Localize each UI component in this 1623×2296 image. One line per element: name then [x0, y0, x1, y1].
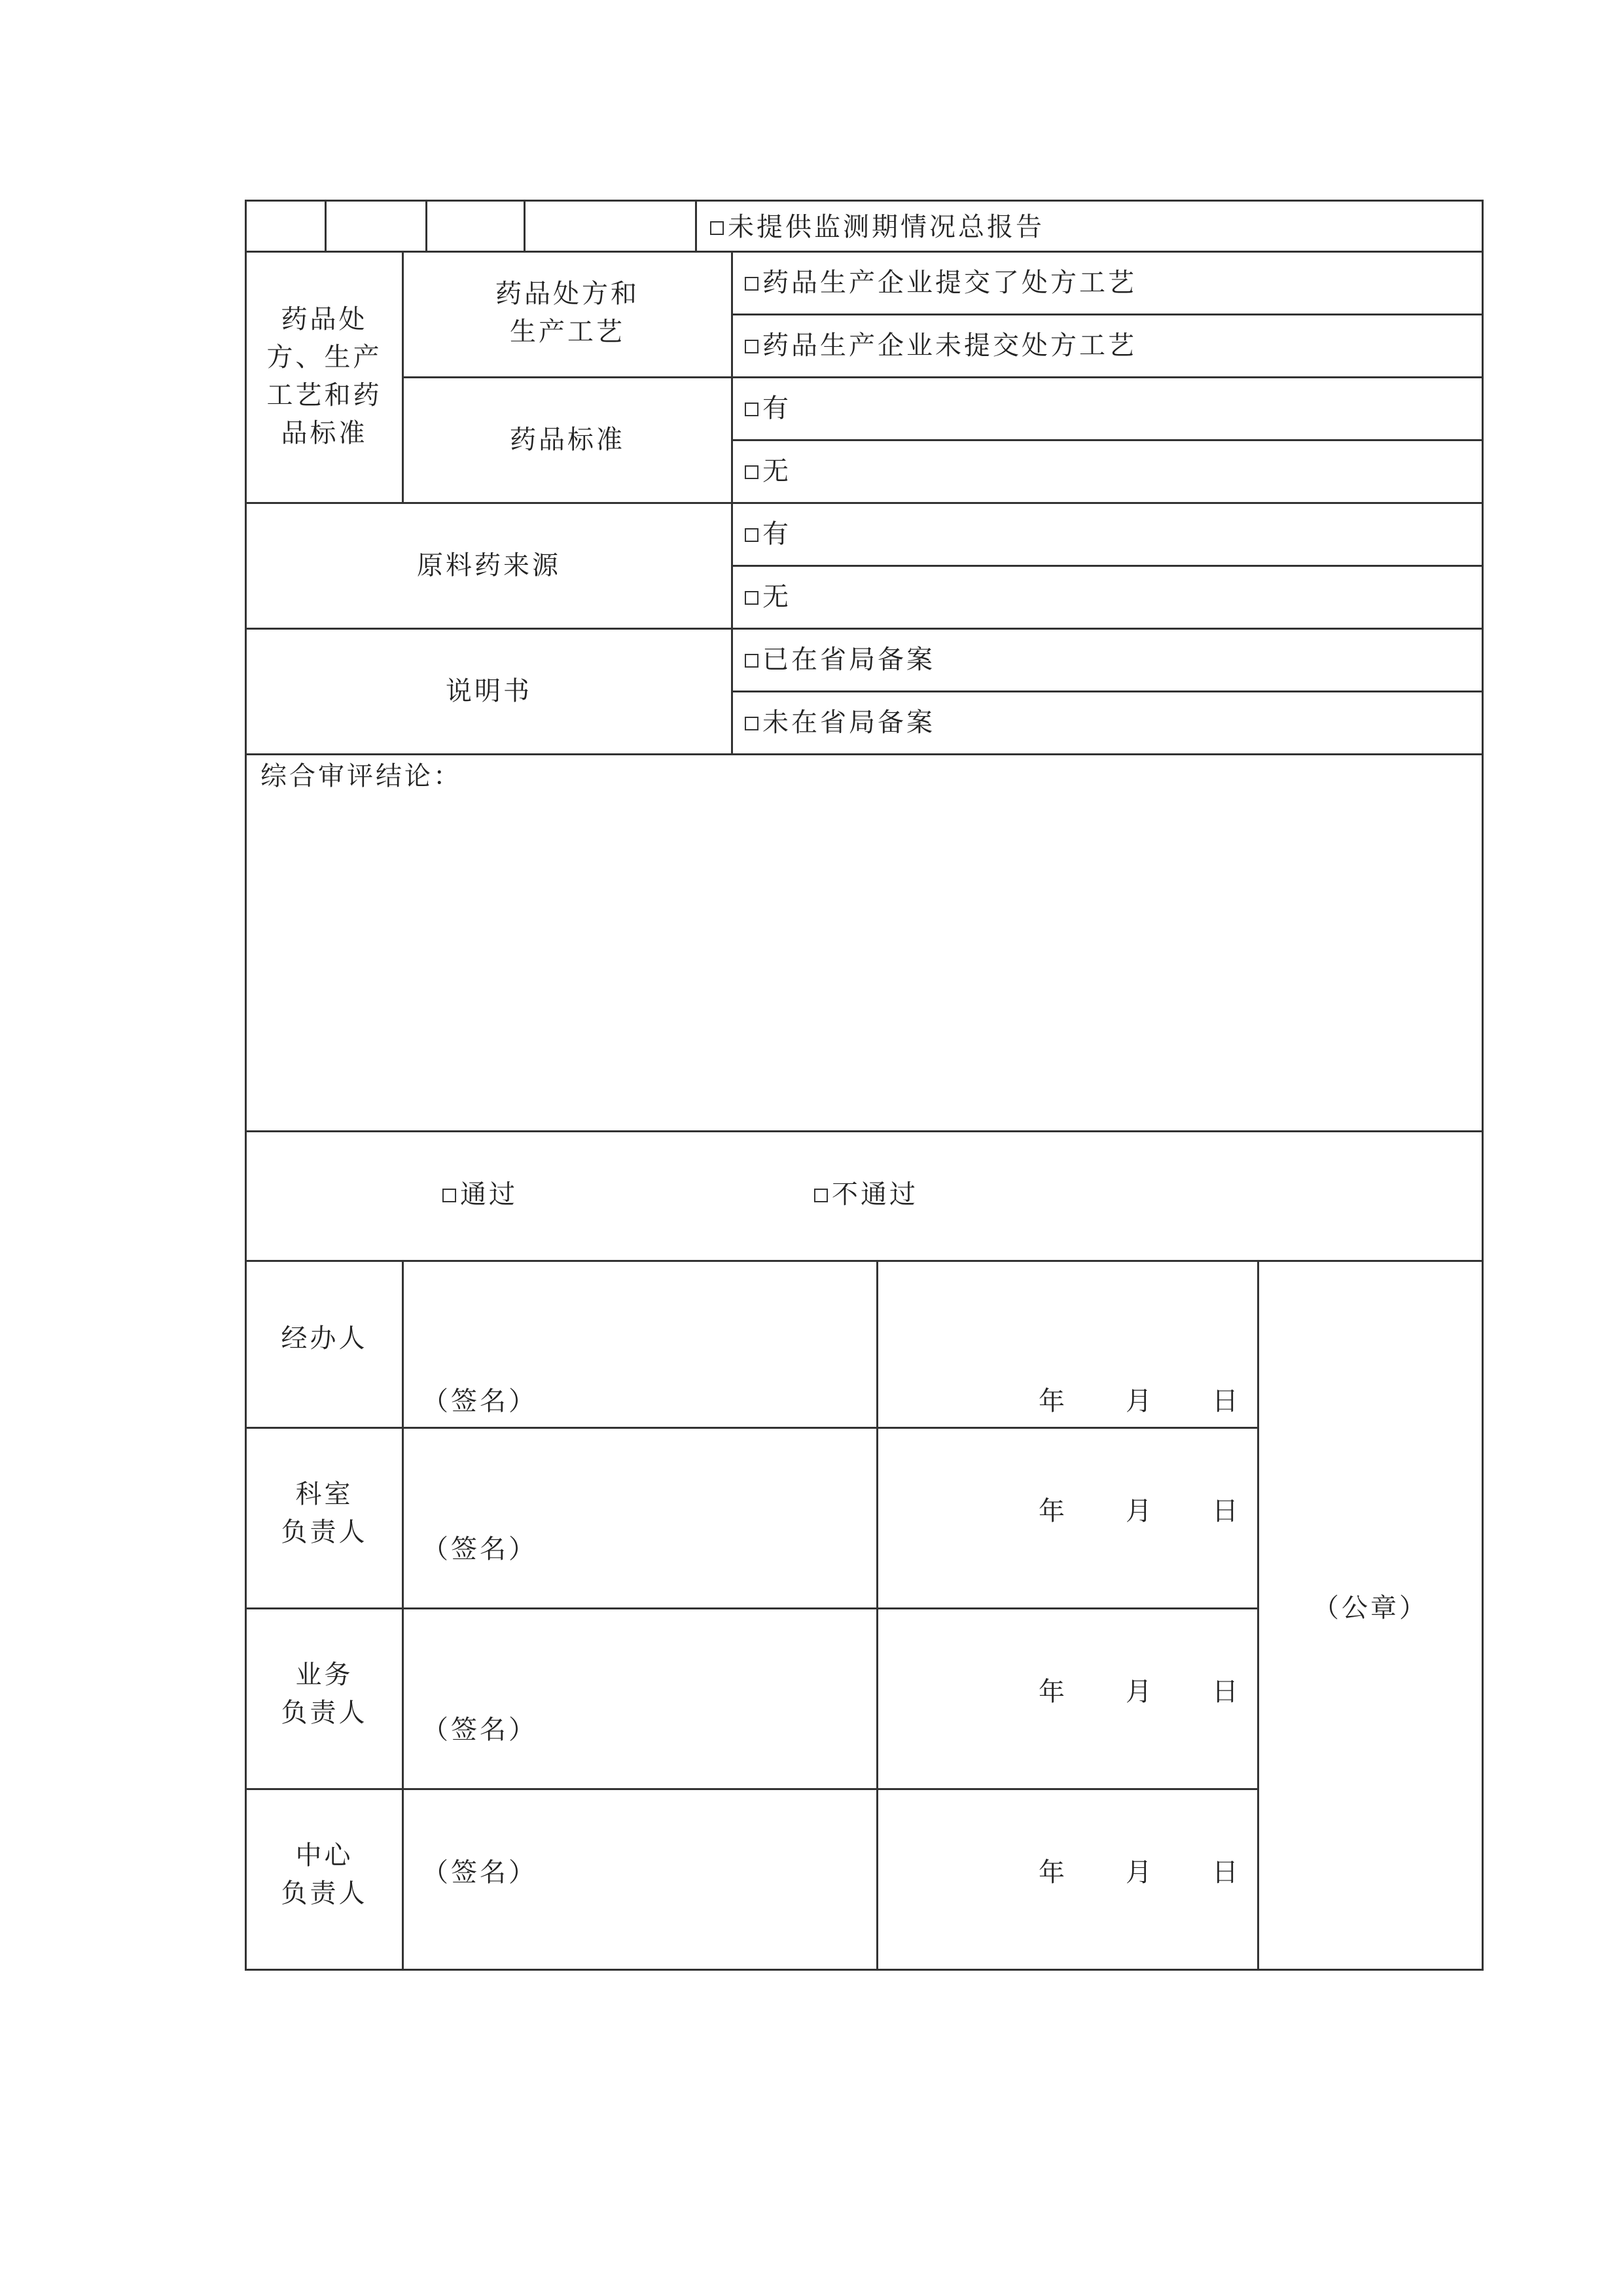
- checkbox-box[interactable]: [745, 528, 758, 542]
- checkbox-box[interactable]: [745, 465, 758, 479]
- instructions-label: 说明书: [446, 676, 532, 706]
- checkbox-box[interactable]: [745, 277, 758, 291]
- role-label: [247, 1475, 402, 1551]
- role-label: [247, 1656, 402, 1732]
- signature-placeholder[interactable]: （签名）: [422, 1534, 537, 1564]
- option-label: 未在省局备案: [762, 708, 935, 738]
- checkbox-process-submitted[interactable]: [745, 264, 1137, 302]
- checkbox-box[interactable]: [745, 654, 758, 668]
- table-line: [245, 200, 1484, 202]
- label-line: 品标准: [281, 418, 368, 448]
- option-label: 已在省局备案: [762, 645, 935, 675]
- checkbox-box[interactable]: [814, 1189, 828, 1202]
- recipe-group-label: [247, 300, 402, 452]
- date-year: 年: [1039, 1677, 1067, 1707]
- checkbox-raw-material-no[interactable]: [745, 578, 791, 616]
- table-line: [695, 200, 697, 252]
- date-day: 日: [1212, 1386, 1241, 1416]
- table-line: [524, 200, 526, 252]
- checkbox-box[interactable]: [745, 591, 758, 605]
- option-label: 有: [762, 393, 791, 423]
- checkbox-box[interactable]: [745, 403, 758, 416]
- table-line: [245, 251, 1484, 253]
- checkbox-instructions-not-filed[interactable]: [745, 704, 935, 742]
- table-line: [402, 376, 1484, 378]
- table-line: [245, 1788, 1257, 1790]
- official-seal-label: （公章）: [1313, 1593, 1428, 1623]
- label-line: 负责人: [281, 1698, 368, 1728]
- date-year: 年: [1039, 1496, 1067, 1526]
- label-line: 科室: [295, 1479, 353, 1509]
- table-line: [245, 1607, 1257, 1609]
- checkbox-box[interactable]: [745, 717, 758, 730]
- checkbox-instructions-filed[interactable]: [745, 641, 935, 679]
- raw-material-label: 原料药来源: [417, 550, 561, 581]
- table-line: [245, 1969, 1484, 1971]
- table-line: [245, 1130, 1484, 1132]
- checkbox-box[interactable]: [710, 221, 724, 235]
- option-label: 无: [762, 456, 791, 486]
- standard-label: 药品标准: [510, 425, 625, 455]
- label-line: 生产工艺: [510, 317, 625, 347]
- signature-placeholder[interactable]: （签名）: [422, 1715, 537, 1745]
- date-day: 日: [1212, 1496, 1241, 1526]
- table-line: [731, 251, 733, 755]
- signature-placeholder[interactable]: （签名）: [422, 1386, 537, 1416]
- checkbox-box[interactable]: [745, 340, 758, 353]
- table-line: [1482, 200, 1484, 1971]
- checkbox-standard-yes[interactable]: [745, 389, 791, 427]
- checkbox-fail[interactable]: [814, 1175, 918, 1213]
- option-label: 通过: [460, 1179, 518, 1210]
- date-year: 年: [1039, 1857, 1067, 1888]
- role-label: [247, 1319, 402, 1357]
- table-line: [425, 200, 427, 252]
- date-year: 年: [1039, 1386, 1067, 1416]
- label-line: 负责人: [281, 1878, 368, 1909]
- label-line: 业务: [295, 1660, 353, 1690]
- table-line: [325, 200, 327, 252]
- table-line: [245, 628, 1484, 630]
- table-line: [402, 1260, 404, 1971]
- option-label: 未提供监测期情况总报告: [728, 212, 1044, 242]
- date-month: 月: [1126, 1677, 1154, 1707]
- table-line: [733, 691, 1484, 692]
- table-line: [733, 439, 1484, 441]
- role-label: [247, 1837, 402, 1912]
- checkbox-no-monitoring-report[interactable]: [710, 208, 1044, 246]
- label-line: 经办人: [281, 1323, 368, 1354]
- option-label: 无: [762, 582, 791, 612]
- option-label: 有: [762, 519, 791, 549]
- table-line: [245, 502, 1484, 504]
- checkbox-box[interactable]: [442, 1189, 456, 1202]
- table-line: [245, 1427, 1257, 1429]
- signature-placeholder[interactable]: （签名）: [422, 1857, 537, 1888]
- checkbox-pass[interactable]: [442, 1175, 518, 1213]
- checkbox-standard-no[interactable]: [745, 452, 791, 490]
- date-month: 月: [1126, 1386, 1154, 1416]
- date-month: 月: [1126, 1857, 1154, 1888]
- table-line: [733, 565, 1484, 567]
- label-line: 药品处: [281, 304, 368, 334]
- date-day: 日: [1212, 1677, 1241, 1707]
- label-line: 中心: [295, 1840, 353, 1871]
- label-line: 工艺和药: [266, 380, 382, 410]
- table-line: [733, 314, 1484, 315]
- option-label: 药品生产企业提交了处方工艺: [762, 268, 1137, 298]
- date-day: 日: [1212, 1857, 1241, 1888]
- option-label: 不通过: [832, 1179, 918, 1210]
- conclusion-label: 综合审评结论：: [260, 761, 462, 791]
- process-label: [404, 275, 731, 351]
- option-label: 药品生产企业未提交处方工艺: [762, 331, 1137, 361]
- checkbox-raw-material-yes[interactable]: [745, 515, 791, 553]
- date-month: 月: [1126, 1496, 1154, 1526]
- checkbox-process-not-submitted[interactable]: [745, 327, 1137, 365]
- table-line: [876, 1260, 878, 1971]
- label-line: 负责人: [281, 1517, 368, 1547]
- table-line: [245, 753, 1484, 755]
- label-line: 药品处方和: [495, 279, 639, 309]
- label-line: 方、生产: [266, 342, 382, 372]
- table-line: [245, 1260, 1484, 1262]
